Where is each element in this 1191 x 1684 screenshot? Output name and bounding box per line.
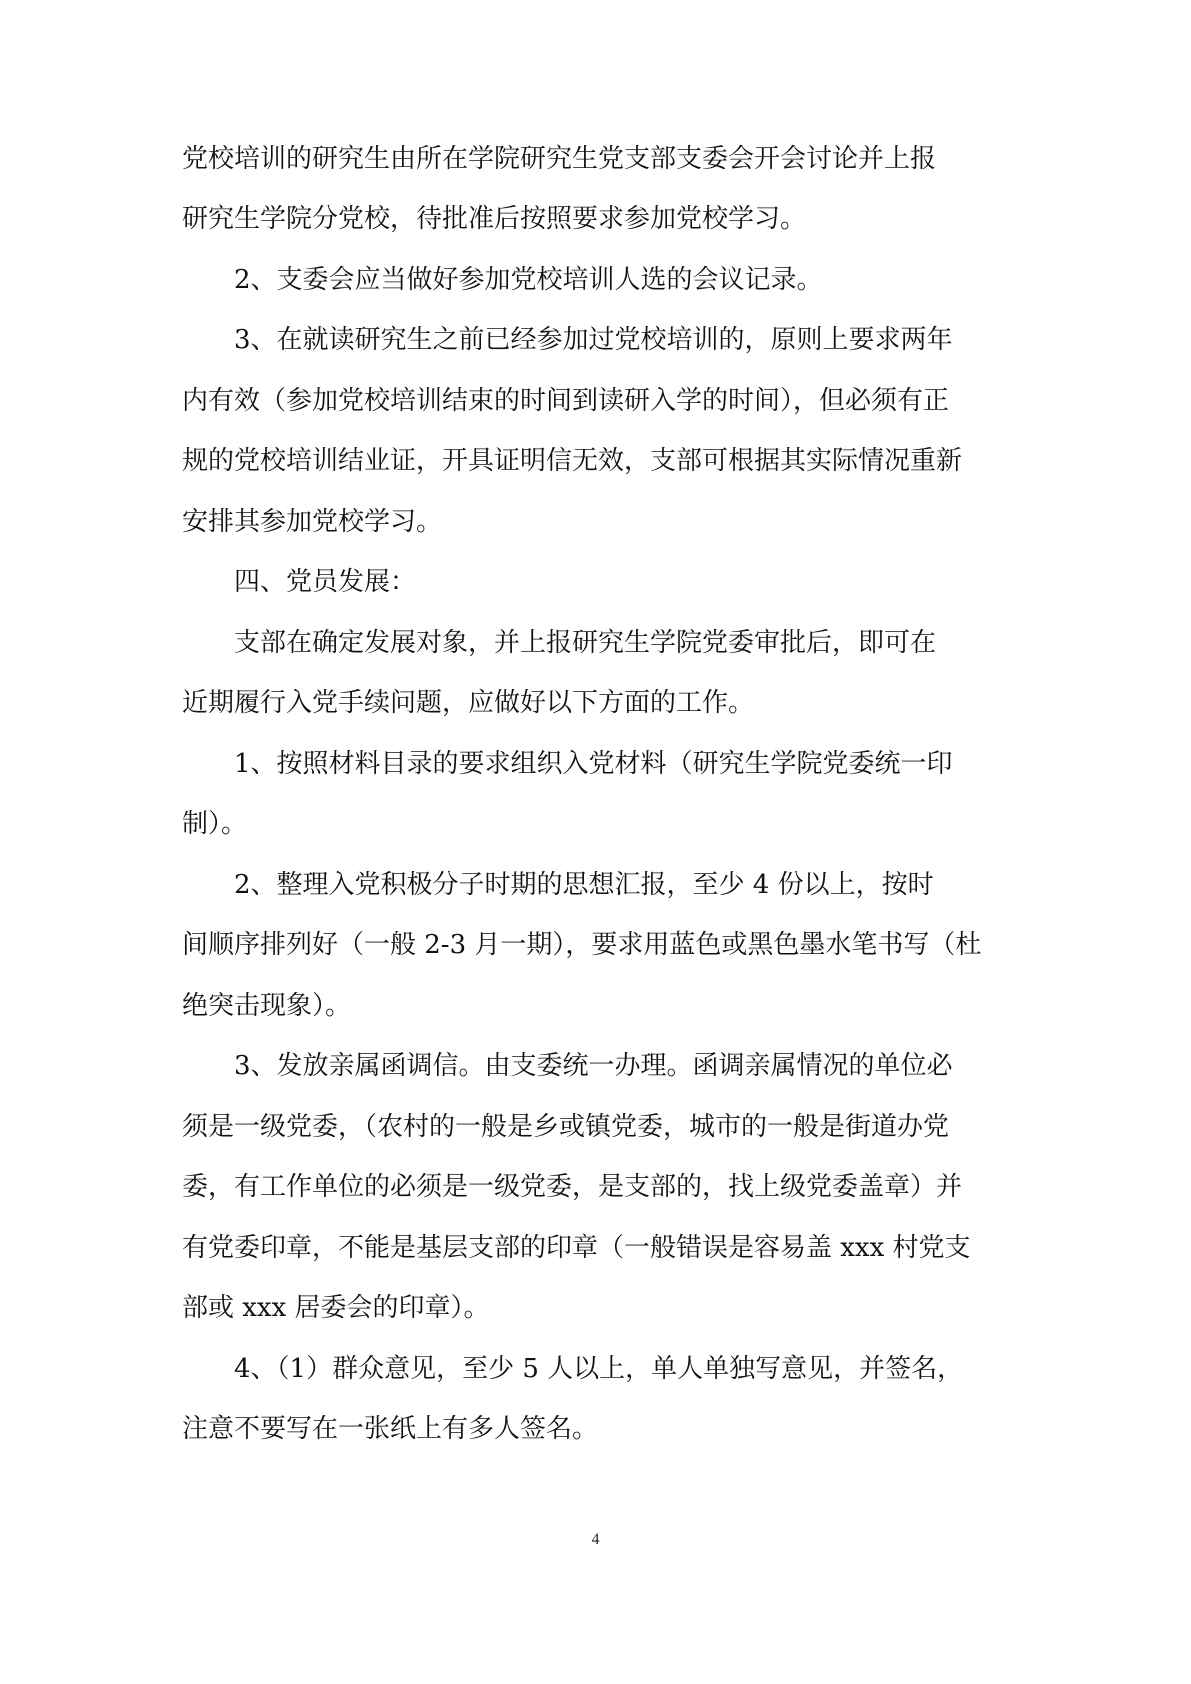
text-line: 须是一级党委，（农村的一般是乡或镇党委，城市的一般是街道办党 [182,1112,950,1142]
text-line: 制）。 [182,809,248,839]
section-heading: 四、党员发展： [234,567,417,597]
text-line: 3、在就读研究生之前已经参加过党校培训的，原则上要求两年 [234,325,953,355]
page-number: 4 [591,1531,600,1548]
text-line: 1、按照材料目录的要求组织入党材料（研究生学院党委统一印 [234,749,953,779]
text-line: 4、（1）群众意见，至少 5 人以上，单人单独写意见，并签名， [234,1354,964,1384]
text-line: 委，有工作单位的必须是一级党委，是支部的，找上级党委盖章）并 [182,1172,963,1202]
text-line: 部或 xxx 居委会的印章）。 [182,1293,490,1323]
text-line: 间顺序排列好（一般 2-3 月一期），要求用蓝色或黑色墨水笔书写（杜 [182,930,982,960]
text-line: 内有效（参加党校培训结束的时间到读研入学的时间），但必须有正 [182,386,950,416]
text-line: 2、支委会应当做好参加党校培训人选的会议记录。 [234,265,823,295]
text-line: 支部在确定发展对象，并上报研究生学院党委审批后，即可在 [234,628,937,658]
text-line: 规的党校培训结业证，开具证明信无效，支部可根据其实际情况重新 [182,446,963,476]
text-line: 2、整理入党积极分子时期的思想汇报，至少 4 份以上，按时 [234,870,934,900]
text-line: 近期履行入党手续问题，应做好以下方面的工作。 [182,688,755,718]
text-line: 3、发放亲属函调信。由支委统一办理。函调亲属情况的单位必 [234,1051,953,1081]
text-line: 绝突击现象）。 [182,991,352,1021]
text-line: 注意不要写在一张纸上有多人签名。 [182,1414,599,1444]
text-line: 安排其参加党校学习。 [182,507,443,537]
text-line: 党校培训的研究生由所在学院研究生党支部支委会开会讨论并上报 [182,144,937,174]
text-line: 研究生学院分党校，待批准后按照要求参加党校学习。 [182,204,807,234]
text-line: 有党委印章，不能是基层支部的印章（一般错误是容易盖 xxx 村党支 [182,1233,971,1263]
